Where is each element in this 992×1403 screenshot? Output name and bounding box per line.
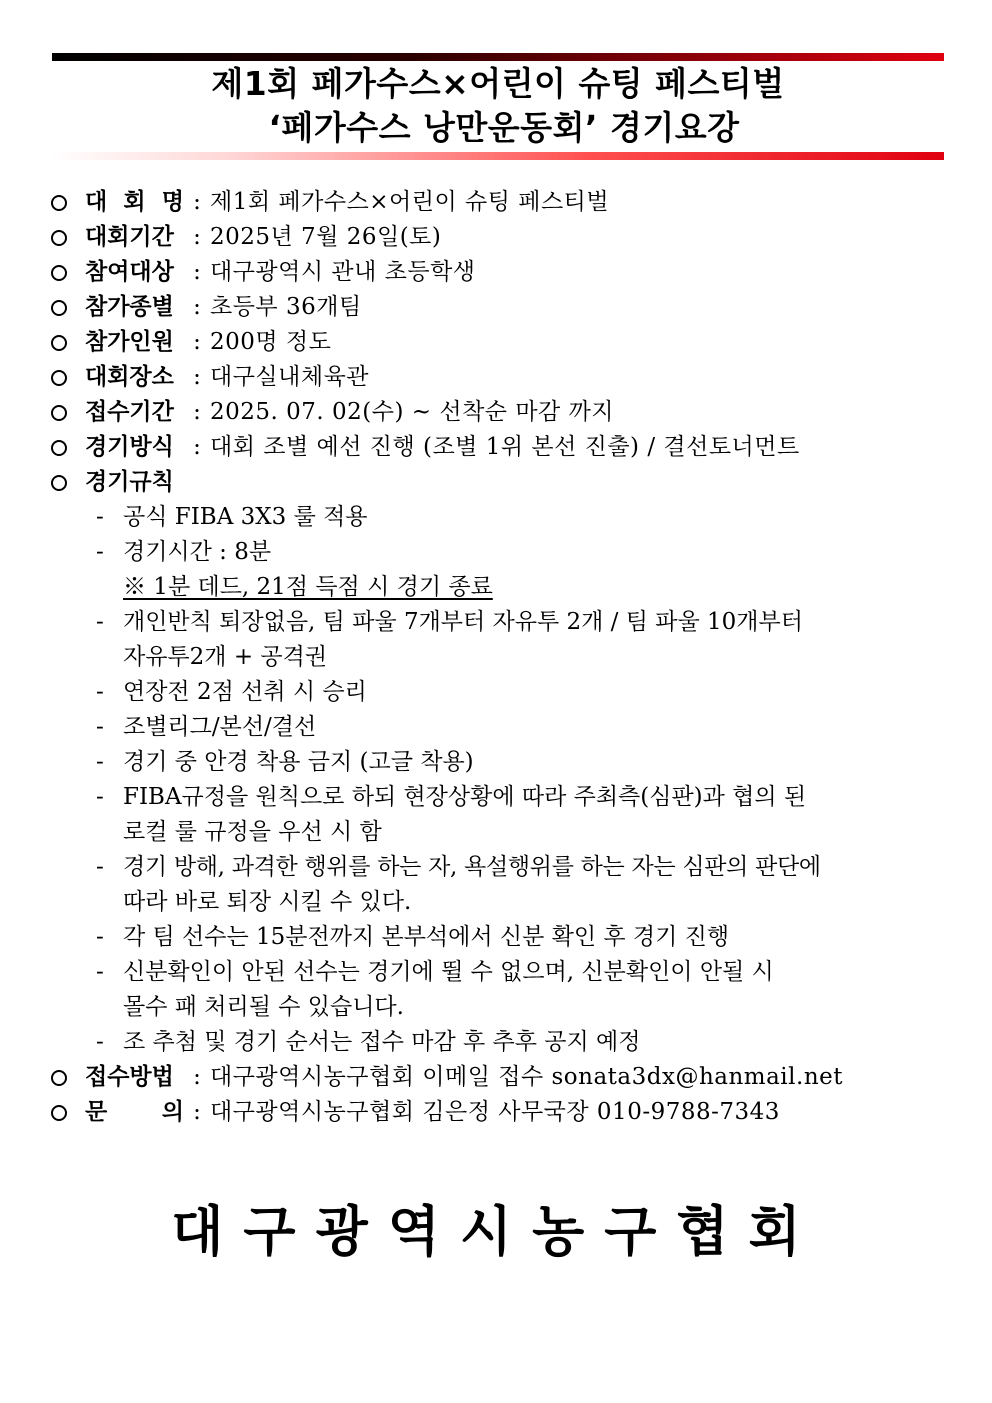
colon: : bbox=[193, 224, 201, 250]
rules-body bbox=[48, 185, 948, 1130]
rule-text: 각 팀 선수는 15분전까지 본부석에서 신분 확인 후 경기 진행 bbox=[123, 924, 730, 950]
item-rules-heading bbox=[48, 465, 948, 500]
dash: - bbox=[96, 784, 104, 810]
item-value: 대구광역시 관내 초등학생 bbox=[210, 259, 476, 285]
rule-note-text: ※ 1분 데드, 21점 득점 시 경기 종료 bbox=[123, 574, 493, 600]
dash: - bbox=[96, 959, 104, 985]
item-target bbox=[48, 255, 948, 290]
header-top-bar bbox=[52, 53, 944, 61]
colon: : bbox=[193, 189, 201, 215]
header-bottom-bar bbox=[52, 152, 944, 160]
rule-text: 경기 방해, 과격한 행위를 하는 자, 욕설행위를 하는 자는 심판의 판단에 bbox=[123, 854, 821, 880]
dash: - bbox=[96, 714, 104, 740]
item-value: 2025년 7월 26일(토) bbox=[210, 224, 442, 250]
circle-bullet-icon bbox=[51, 1105, 67, 1121]
rule-text: 경기시간 : 8분 bbox=[123, 539, 272, 565]
rule-note bbox=[48, 570, 948, 605]
item-label: 문 의 bbox=[85, 1099, 184, 1125]
rule-text: 공식 FIBA 3X3 룰 적용 bbox=[123, 504, 368, 530]
rule-continuation bbox=[48, 990, 948, 1025]
rule-text: FIBA규정을 원칙으로 하되 현장상황에 따라 주최측(심판)과 협의 된 bbox=[123, 784, 807, 810]
title-line-1: 제1회 페가수스×어린이 슈팅 페스티벌 bbox=[211, 64, 785, 103]
dash: - bbox=[96, 679, 104, 705]
rule-continuation bbox=[48, 885, 948, 920]
item-label: 참여대상 bbox=[85, 259, 174, 285]
footer-organization: 대구광역시농구협회 bbox=[171, 1200, 821, 1263]
rule-line bbox=[48, 780, 948, 815]
circle-bullet-icon bbox=[51, 230, 67, 246]
page-title bbox=[52, 62, 944, 150]
circle-bullet-icon bbox=[51, 440, 67, 456]
rule-text: 자유투2개 + 공격권 bbox=[123, 644, 328, 670]
item-value: 제1회 페가수스×어린이 슈팅 페스티벌 bbox=[210, 189, 610, 215]
dash: - bbox=[96, 539, 104, 565]
item-participants bbox=[48, 325, 948, 360]
item-value: 200명 정도 bbox=[210, 329, 332, 355]
rule-line bbox=[48, 920, 948, 955]
circle-bullet-icon bbox=[51, 405, 67, 421]
item-inquiry bbox=[48, 1095, 948, 1130]
colon: : bbox=[193, 329, 201, 355]
rule-text: 조 추첨 및 경기 순서는 접수 마감 후 추후 공지 예정 bbox=[123, 1029, 641, 1055]
item-label: 대 회 명 bbox=[85, 189, 184, 215]
item-registration-method bbox=[48, 1060, 948, 1095]
item-value: 초등부 36개팀 bbox=[210, 294, 362, 320]
title-line-2: ‘페가수스 낭만운동회’ 경기요강 bbox=[268, 108, 740, 147]
item-label: 경기방식 bbox=[85, 434, 174, 460]
colon: : bbox=[193, 364, 201, 390]
item-label: 경기규칙 bbox=[85, 469, 174, 495]
rule-text: 경기 중 안경 착용 금지 (고글 착용) bbox=[123, 749, 474, 775]
rule-text: 따라 바로 퇴장 시킬 수 있다. bbox=[123, 889, 412, 915]
item-venue bbox=[48, 360, 948, 395]
item-label: 접수방법 bbox=[85, 1064, 174, 1090]
circle-bullet-icon bbox=[51, 335, 67, 351]
item-value: 2025. 07. 02(수) ~ 선착순 마감 까지 bbox=[210, 399, 615, 425]
rule-text: 개인반칙 퇴장없음, 팀 파울 7개부터 자유투 2개 / 팀 파울 10개부터 bbox=[123, 609, 803, 635]
item-format bbox=[48, 430, 948, 465]
item-value: 대구광역시농구협회 김은정 사무국장 010-9788-7343 bbox=[210, 1099, 780, 1125]
dash: - bbox=[96, 749, 104, 775]
circle-bullet-icon bbox=[51, 1070, 67, 1086]
item-label: 접수기간 bbox=[85, 399, 174, 425]
rule-line bbox=[48, 710, 948, 745]
rule-line bbox=[48, 500, 948, 535]
item-label: 대회장소 bbox=[85, 364, 174, 390]
item-label: 대회기간 bbox=[85, 224, 174, 250]
rule-text: 로컬 룰 규정을 우선 시 함 bbox=[123, 819, 382, 845]
circle-bullet-icon bbox=[51, 475, 67, 491]
circle-bullet-icon bbox=[51, 300, 67, 316]
colon: : bbox=[193, 294, 201, 320]
item-event-period bbox=[48, 220, 948, 255]
rule-text: 몰수 패 처리될 수 있습니다. bbox=[123, 994, 404, 1020]
rule-line bbox=[48, 955, 948, 990]
rule-line bbox=[48, 850, 948, 885]
colon: : bbox=[193, 399, 201, 425]
item-label: 참가인원 bbox=[85, 329, 174, 355]
dash: - bbox=[96, 504, 104, 530]
rule-line bbox=[48, 535, 948, 570]
colon: : bbox=[193, 1099, 201, 1125]
item-registration-period bbox=[48, 395, 948, 430]
colon: : bbox=[193, 434, 201, 460]
item-value: 대구실내체육관 bbox=[210, 364, 370, 390]
colon: : bbox=[193, 1064, 201, 1090]
dash: - bbox=[96, 609, 104, 635]
rule-continuation bbox=[48, 815, 948, 850]
item-label: 참가종별 bbox=[85, 294, 174, 320]
rule-text: 조별리그/본선/결선 bbox=[123, 714, 317, 740]
rule-line bbox=[48, 1025, 948, 1060]
item-division bbox=[48, 290, 948, 325]
rule-continuation bbox=[48, 640, 948, 675]
dash: - bbox=[96, 1029, 104, 1055]
rule-line bbox=[48, 605, 948, 640]
rule-line bbox=[48, 675, 948, 710]
rule-text: 신분확인이 안된 선수는 경기에 뛸 수 없으며, 신분확인이 안될 시 bbox=[123, 959, 774, 985]
dash: - bbox=[96, 924, 104, 950]
circle-bullet-icon bbox=[51, 195, 67, 211]
circle-bullet-icon bbox=[51, 370, 67, 386]
rule-line bbox=[48, 745, 948, 780]
rule-text: 연장전 2점 선취 시 승리 bbox=[123, 679, 367, 705]
circle-bullet-icon bbox=[51, 265, 67, 281]
item-value: 대구광역시농구협회 이메일 접수 sonata3dx@hanmail.net bbox=[210, 1064, 843, 1090]
item-value: 대회 조별 예선 진행 (조별 1위 본선 진출) / 결선토너먼트 bbox=[210, 434, 800, 460]
dash: - bbox=[96, 854, 104, 880]
item-event-name bbox=[48, 185, 948, 220]
colon: : bbox=[193, 259, 201, 285]
